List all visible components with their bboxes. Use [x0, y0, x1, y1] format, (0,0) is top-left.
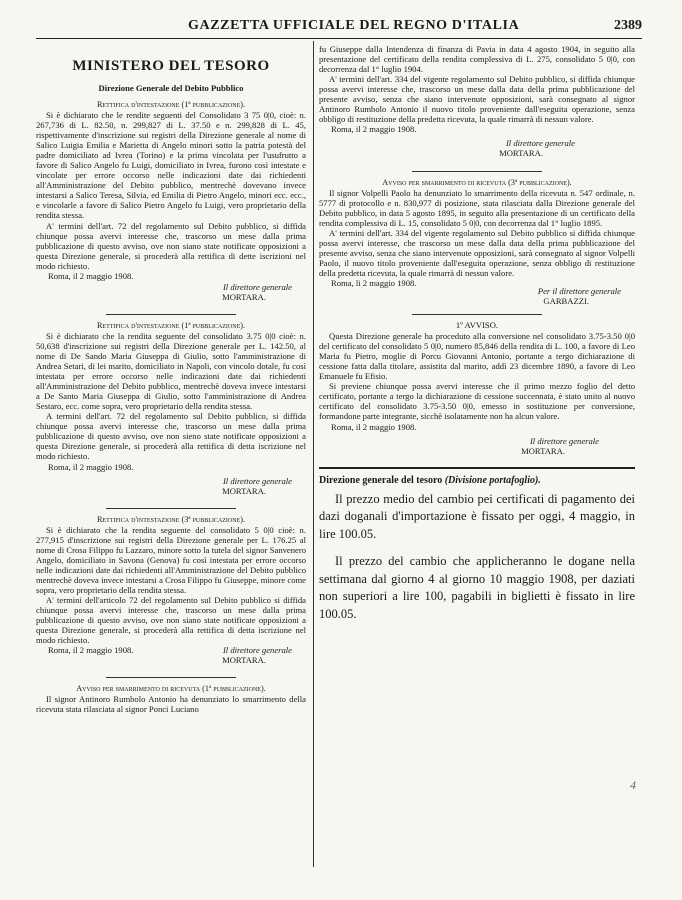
- direzione-heading: Direzione Generale del Debito Pubblico: [98, 83, 244, 93]
- notice-6-body-2: Si previene chiunque possa avervi interesse che il primo mezzo foglio del detto certificato, portante a tergo la dichiarazione di cessione succennata, è stato unito al nuovo certificato del consolidato 3.75-3.50 0|0, emesso in sostituzione per conversione, formandone parte integrante, sicchè isolatamente non ha alcun valore.: [319, 381, 635, 422]
- notice-2-date: Roma, il 2 maggio 1908.: [48, 461, 134, 472]
- section-divider-thick: [319, 467, 635, 469]
- notice-4-body: Il signor Antinoro Rumbolo Antonio ha denunziato lo smarrimento della ricevuta stata rilasciata al signor Ponci Luciano: [36, 694, 306, 715]
- notice-1-body-2: A' termini dell'art. 72 del regolamento sul Debito pubblico, si diffida chiunque possa avervi interesse che, trascorso un mese dalla prima pubblicazione di questo avviso, ove non siano state notificate opposizioni a questa Direzione generale, si procederà alla rettifica di dette iscrizioni nel modo richiesto.: [36, 220, 306, 271]
- notice-3-heading: Rettifica d'intestazione (3ª pubblicazione).: [96, 514, 246, 524]
- notice-3-signature-name: MORTARA.: [222, 655, 266, 666]
- notice-5-date: Roma, li 2 maggio 1908.: [331, 277, 417, 288]
- notice-2-heading: Rettifica d'intestazione (1ª pubblicazione).: [96, 320, 246, 330]
- gazette-title: GAZZETTA UFFICIALE DEL REGNO D'ITALIA: [188, 18, 520, 33]
- right-column: [319, 44, 635, 870]
- column-divider: [313, 41, 314, 867]
- pencil-margin-note: 4: [630, 778, 636, 792]
- notice-1-date: Roma, il 2 maggio 1908.: [48, 270, 134, 281]
- notice-6-signature-name: MORTARA.: [521, 445, 565, 456]
- notice-3-signature-title: Il direttore generale: [222, 645, 292, 656]
- notice-1-signature-title: Il direttore generale: [222, 281, 292, 292]
- section-divider: [106, 508, 236, 509]
- notice-4-signature-title: Il direttore generale: [505, 138, 575, 149]
- notice-4-date: Roma, il 2 maggio 1908.: [331, 124, 417, 135]
- header-rule: [36, 38, 642, 39]
- tesoro-heading-bold: Direzione generale del tesoro: [319, 474, 443, 486]
- notice-5-heading: Avviso per smarrimento di ricevuta (3ª pubblicazione).: [382, 177, 572, 187]
- notice-2-signature-title: Il direttore generale: [222, 475, 292, 486]
- notice-4-continuation: fu Giuseppe dalla Intendenza di finanza di Pavia in data 4 agosto 1904, in seguito alla presentazione del certificato della rendita complessiva di L. 275, consolidato 5 0|0, con decorrenza dal 1° luglio 1904.: [319, 44, 635, 75]
- notice-4-signature-name: MORTARA.: [499, 148, 543, 159]
- section-divider: [106, 677, 236, 678]
- notice-1-signature-name: MORTARA.: [222, 291, 266, 302]
- notice-6-date: Roma, il 2 maggio 1908.: [331, 421, 417, 432]
- notice-4-body-2: A' termini dell'art. 334 del vigente regolamento sul Debito pubblico, si diffida chiunque possa avervi interesse che, trascorso un mese dalla data della prima pubblicazione del presente avviso, senza che siano intervenute opposizioni, sarà consegnato al signor Antinoro Rumbolo Antonio il nuovo titolo proveniente dall'eseguita operazione, senza obbligo di restituzione della predetta ricevuta, la quale rimarrà di nessun valore.: [319, 74, 635, 125]
- notice-5-body-2: A' termini dell'art. 334 del vigente regolamento sul Debito pubblico si diffida chiunque possa avervi interesse, che trascorso un mese dalla data della prima pubblicazione del presente avviso, senza che siano intervenute opposizioni, sarà consegnato al signor Volpelli Paolo, il nuovo titolo proveniente dall'eseguita operazione, senza obbligo di restituzione della predetta ricevuta, la quale rimarrà di nessun valore.: [319, 227, 635, 278]
- section-divider: [106, 314, 236, 315]
- notice-5-body: Il signor Volpelli Paolo ha denunziato lo smarrimento della ricevuta n. 547 ordinale, n. 5777 di protocollo e n. 830,977 di posizione, stata rilasciata dalla Direzione generale del Debito pubblico, in data 5 agosto 1895, in seguito alla presentazione di un certificato della rendita complessiva di L. 15, consolidato 5 0|0, con decorrenza dal 1° luglio 1895.: [319, 187, 635, 228]
- notice-3-body-2: A' termini dell'articolo 72 del regolamento sul Debito pubblico si diffida chiunque possa avervi interesse che, trascorso un mese dalla prima pubblicazione di questo avviso, ove non siano state notificate opposizioni a questa Direzione generale, si procederà alla rettifica di detta iscrizione nel modo richiesto.: [36, 594, 306, 646]
- notice-2-body-2: A termini dell'art. 72 del regolamento sul Debito pubblico, si diffida chiunque possa avervi interesse che, trascorso un mese dalla prima pubblicazione di questo avviso, ove non sieno state notificate opposizioni a questa Direzione generale, si procederà alla rettifica di detta iscrizione nel modo richiesto.: [36, 411, 306, 462]
- tesoro-heading: [319, 475, 635, 487]
- tesoro-heading-italic: (Divisione portafoglio).: [444, 474, 541, 486]
- notice-2-signature-name: MORTARA.: [222, 485, 266, 496]
- notice-6-body: Questa Direzione generale ha proceduto alla conversione nel consolidato 3.75-3.50 0|0 del certificato del consolidato 5 0|0, numero 85,846 della rendita di L. 100, a favore di Leo Maria fu Pietro, moglie di Porcu Giovanni Antonio, portante a tergo dichiarazione di cessione fatta dalla titolare, assistita dal marito, addì 23 dicembre 1890, a favore di Leo Emanuele fu Efisio.: [319, 331, 635, 382]
- left-column: [36, 44, 306, 870]
- page-header: [36, 16, 642, 38]
- notice-2-body: Si è dichiarato che la rendita seguente del consolidato 3.75 0|0 cioè: n. 50,638 d'inscrizione sui registri della Direzione generale per L. 142.50, al nome di De Sando Maria Giuseppa di Giulio, sotto l'amministrazione di Andrea Setari, di lei marito, domiciliato in Napoli, con vincolo dotale, fu così intestata per errore occorso nelle indicazioni date dai richiedenti all'Amministrazione del Debito pubblico, mentrechè doveva invece intestarsi a De Santo Maria Giuseppa di Giulio, sotto l'amministrazione di Andrea Sestaro, ecc. come sopra, vero proprietario della rendita stessa.: [36, 330, 306, 412]
- notice-6-signature-title: Il direttore generale: [529, 435, 599, 446]
- tesoro-paragraph-2: Il prezzo del cambio che applicheranno le dogane nella settimana dal giorno 4 al giorno 10 maggio 1908, per daziati non superiori a lire 100, pagabili in biglietti è fissato in lire 100.05.: [319, 554, 635, 621]
- ministry-heading: MINISTERO DEL TESORO: [72, 58, 270, 74]
- notice-3-date: Roma, il 2 maggio 1908.: [48, 645, 134, 656]
- notice-3-body: Si è dichiarato che la rendita seguente del consolidato 5 0|0 cioè: n. 277,915 d'inscrizione sui registri della Direzione generale per L. 176.25 al nome di Crosa Filippo fu Lazzaro, minore sotto la tutela del signor Sanvenero Angelo, domiciliato in Savona (Genova) fu così intestata per errore occorso nelle indicazioni date dai richiedenti all'Amministrazione del Debito pubblico mentrechè doveva invece intestarsi a Crosa Filippo fu Giuseppe, minore come sopra, vero proprietario della rendita stessa.: [36, 524, 306, 595]
- notice-6-heading: 1º AVVISO.: [455, 320, 499, 331]
- notice-5-signature-title: Per il direttore generale: [537, 285, 621, 296]
- notice-4-heading: Avviso per smarrimento di ricevuta (1ª pubblicazione).: [76, 684, 266, 694]
- tesoro-paragraph-1: Il prezzo medio del cambio pei certificati di pagamento dei dazi doganali d'importazione è fissato per oggi, 4 maggio, in lire 100.05.: [319, 491, 635, 541]
- notice-1-heading: Rettifica d'intestazione (1ª pubblicazione).: [96, 100, 246, 109]
- page-number: 2389: [614, 18, 642, 33]
- section-divider: [412, 171, 542, 172]
- section-divider: [412, 314, 542, 315]
- notice-5-signature-name: GARBAZZI.: [543, 296, 589, 307]
- notice-1-body: Si è dichiarato che le rendite seguenti del Consolidato 3 75 0|0, cioè: n. 267,736 di L. 82.50, n. 299,827 di L. 37.50 e n. 299,828 di L. 45, rispettivamente d'inscrizione sui registri della Direzione generale al nome di Salico Luigia Emilia e Marietta di Angelo minori sotto la patria potestà del padre domiciliato ad Ivrea (Torino) e la prima vincolata per l'usufrutto a favore di Salico Angelo fu Luigi, domiciliato in Ivrea, furono così intestate e vincolate per errore occorso nelle indicazioni date dai richiedenti all'Amministrazione del Debito pubblico, mentrechè dovevano invece intestarsi a Salico Teresa, Silvia, ed Emilia di Pietro Angelo, minori ecc. ecc., e vincolarle a favore di Salico Pietro Angelo fu Luigi, vero proprietario della rendita stessa.: [36, 110, 306, 221]
